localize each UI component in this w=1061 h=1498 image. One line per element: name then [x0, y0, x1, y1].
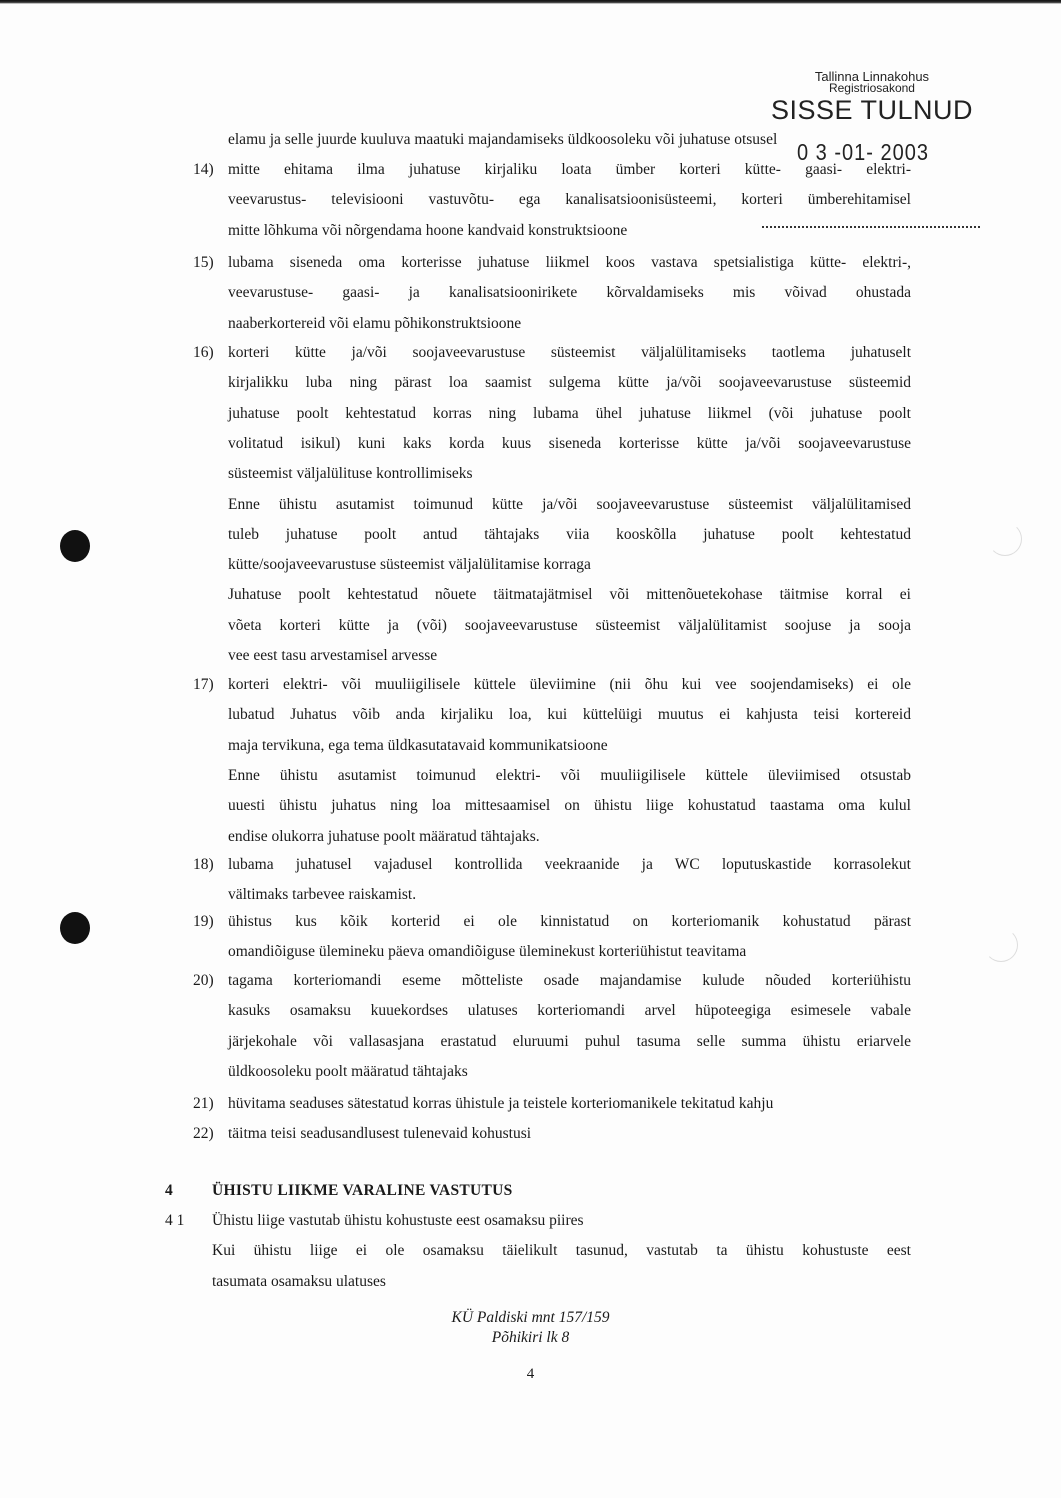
- list-item-line: lubama juhatusel vajadusel kontrollida veekraanide ja WC loputuskastide korrasolekut: [228, 856, 911, 873]
- section-number: 4: [165, 1182, 174, 1199]
- list-item-line: kirjalikku luba ning pärast loa saamist sulgema kütte ja/või soojaveevarustuse süsteemid: [228, 374, 911, 392]
- list-item-line: üldkoosoleku poolt määratud tähtajaks: [228, 1062, 468, 1080]
- list-item-number: 14): [193, 161, 214, 178]
- footer-address: KÜ Paldiski mnt 157/159: [451, 1309, 610, 1326]
- list-item-line: omandiõiguse ülemineku päeva omandiõiguse üleminekust korteriühistut teavitama: [228, 943, 747, 961]
- list-item-line: veevarustuse- gaasi- ja kanalisatsioonirikete kõrvaldamiseks mis võivad ohustada: [228, 284, 911, 302]
- list-item-number: 15): [193, 254, 214, 271]
- list-item-paragraph-line: võeta korteri kütte ja (või) soojaveevarustuse süsteemist väljalülitamist soojuse ja sooja: [228, 616, 911, 634]
- stamp-court: Tallinna Linnakohus: [814, 69, 930, 84]
- punch-hole-icon: [60, 912, 90, 944]
- list-item-paragraph-line: Juhatuse poolt kehtestatud nõuete täitmatajätmisel või mittenõuetekohase täitmise korral ei: [228, 586, 911, 604]
- list-item-line: hüvitama seaduses sätestatud korras ühistule ja teistele korteriomanikele tekitatud kahju: [228, 1095, 774, 1112]
- list-item-number: 21): [193, 1095, 214, 1112]
- continuation-line: elamu ja selle juurde kuuluva maatuki majandamiseks üldkoosoleku või juhatuse otsusel: [228, 131, 778, 148]
- handwritten-dotted-line: [762, 226, 980, 228]
- list-item-paragraph-line: vee eest tasu arvestamisel arvesse: [228, 647, 438, 664]
- list-item-paragraph-line: tuleb juhatuse poolt antud tähtajaks viia kooskõlla juhatuse poolt kehtestatud: [228, 525, 911, 543]
- list-item-number: 17): [193, 676, 214, 693]
- stamp-received: SISSE TULNUD: [770, 95, 973, 125]
- page-number: 4: [526, 1366, 535, 1382]
- list-item-line: juhatuse poolt kehtestatud korras ning lubama ühel juhatuse liikmel (või juhatuse poolt: [228, 404, 911, 422]
- list-item-line: ühistus kus kõik korterid ei ole kinnistatud on korteriomanik kohustatud pärast: [228, 913, 911, 930]
- list-item-line: järjekohale või vallasasjana erastatud eluruumi puhul tasuma selle summa ühistu eriarvele: [228, 1032, 911, 1050]
- list-item-line: maja tervikuna, ega tema üldkasutatavaid kommunikatsioone: [228, 736, 608, 754]
- punch-hole-shadow-icon: [984, 928, 1018, 962]
- list-item-number: 20): [193, 972, 214, 989]
- list-item-paragraph-line: endise olukorra juhatuse poolt määratud tähtajaks.: [228, 827, 540, 845]
- list-item-line: lubatud Juhatus võib anda kirjaliku loa, kui küttelüigi muutus ei kahjusta teisi kortereid: [228, 706, 911, 724]
- list-item-line: mitte lõhkuma või nõrgendama hoone kandvaid konstruktsioone: [228, 221, 628, 239]
- list-item-paragraph-line: Enne ühistu asutamist toimunud elektri- või muuliigilisele küttele üleviimised otsustab: [228, 766, 911, 784]
- subsection-line: Ühistu liige vastutab ühistu kohustuste eest osamaksu piires: [212, 1212, 584, 1229]
- subsection-line: Kui ühistu liige ei ole osamaksu täielikult tasunud, vastutab ta ühistu kohustuste eest: [212, 1242, 911, 1260]
- list-item-paragraph-line: Enne ühistu asutamist toimunud kütte ja/või soojaveevarustuse süsteemist väljalülitamised: [228, 495, 911, 513]
- list-item-number: 19): [193, 913, 214, 930]
- stamp-department: Registriosakond: [828, 81, 915, 95]
- list-item-line: tagama korteriomandi eseme mõtteliste osade majandamise kulude nõuded korteriühistu: [228, 972, 911, 989]
- list-item-paragraph-line: kütte/soojaveevarustuse süsteemist väljalülitamise korraga: [228, 556, 591, 574]
- list-item-line: mitte ehitama ilma juhatuse kirjaliku loata ümber korteri kütte- gaasi- elektri-: [228, 161, 911, 178]
- stamp-date: 0 3 -01- 2003: [797, 140, 929, 166]
- received-stamp: [771, 70, 973, 124]
- list-item-line: lubama siseneda oma korterisse juhatuse liikmel koos vastava spetsialistiga kütte- elektri-,: [228, 254, 911, 271]
- list-item-line: volitatud isikul) kuni kaks korda kuus siseneda korterisse kütte ja/või soojaveevarustuse: [228, 434, 911, 452]
- list-item-line: korteri kütte ja/või soojaveevarustuse süsteemist väljalülitamiseks taotlema juhatuselt: [228, 344, 911, 361]
- list-item-number: 18): [193, 856, 214, 873]
- list-item-paragraph-line: uuesti ühistu juhatus ning loa mittesaamisel on ühistu liige kohustatud taastama oma kulul: [228, 797, 911, 815]
- list-item-line: süsteemist väljalülituse kontrollimiseks: [228, 465, 473, 483]
- subsection-number: 4 1: [165, 1212, 185, 1229]
- list-item-line: korteri elektri- või muuliigilisele küttele üleviimine (nii õhu kui vee soojendamiseks) ei ole: [228, 676, 911, 693]
- scan-top-edge: [0, 0, 1061, 4]
- section-title: ÜHISTU LIIKME VARALINE VASTUTUS: [212, 1182, 513, 1199]
- list-item-line: naaberkortereid või elamu põhikonstruktsioone: [228, 314, 522, 332]
- list-item-line: vältimaks tarbevee raiskamist.: [228, 886, 417, 904]
- footer-rules-page: Põhikiri lk 8: [491, 1329, 570, 1346]
- list-item-line: veevarustus- televisiooni vastuvõtu- ega kanalisatsioonisüsteemi, korteri ümberehitamisel: [228, 191, 911, 209]
- list-item-number: 22): [193, 1125, 214, 1142]
- subsection-line: tasumata osamaksu ulatuses: [212, 1272, 386, 1290]
- list-item-line: kasuks osamaksu kuuekordses ulatuses korteriomandi arvel hüpoteegiga esimesele vabale: [228, 1002, 911, 1020]
- list-item-number: 16): [193, 344, 214, 361]
- list-item-line: täitma teisi seadusandlusest tulenevaid kohustusi: [228, 1125, 532, 1142]
- punch-hole-icon: [60, 530, 90, 562]
- punch-hole-shadow-icon: [988, 522, 1022, 556]
